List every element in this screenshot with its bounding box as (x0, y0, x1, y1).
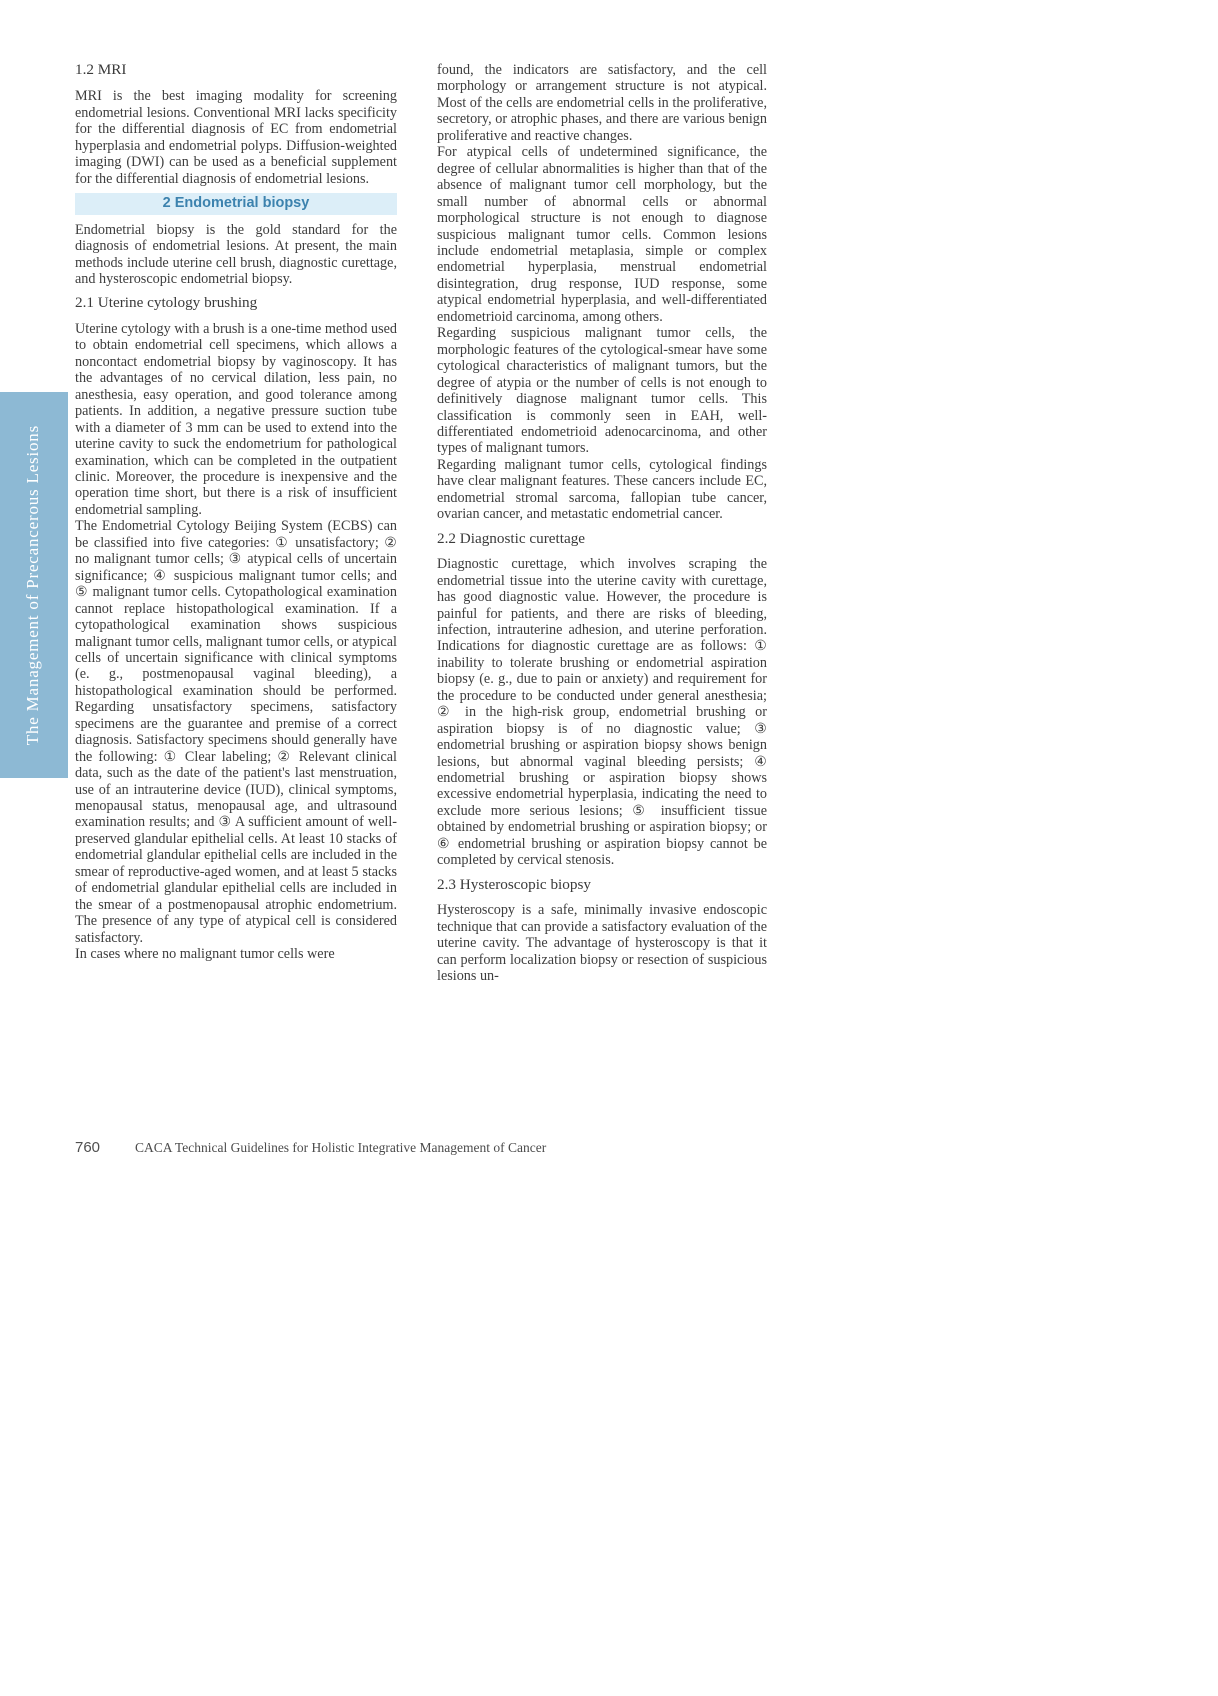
footer-title: CACA Technical Guidelines for Holistic Integrative Management of Cancer (135, 1140, 547, 1155)
para-hysteroscopy: Hysteroscopy is a safe, minimally invasive endoscopic technique that can provide a satisfactory evaluation of the uterine cavity. The advantage of hysteroscopy is that it can perform localization biopsy or resection of suspicious lesions un- (437, 902, 767, 985)
heading-1-2-mri: 1.2 MRI (75, 61, 127, 78)
page-footer (75, 1139, 546, 1157)
right-column (437, 62, 767, 984)
section-2-heading-band: 2 Endometrial biopsy (75, 193, 397, 214)
page-number: 760 (75, 1139, 101, 1156)
para-atypical-cells: For atypical cells of undetermined significance, the degree of cellular abnormalities is higher than that of the absence of malignant tumor cell morphology, but the small number of abnormal cells or abnormal morphological structure is not enough to diagnose suspicious malignant tumor cells. Common lesions include endometrial metaplasia, simple or complex endometrial hyperplasia, menstrual endometrial disintegration, drug response, IUD response, some atypical endometrial hyperplasia, and well-differentiated endometrioid carcinoma, among others. (437, 144, 767, 325)
chapter-sidebar-tab (0, 392, 68, 778)
heading-2-1-uterine-cytology: 2.1 Uterine cytology brushing (75, 294, 258, 312)
para-malignant-tumor-cells: Regarding malignant tumor cells, cytological findings have clear malignant features. These cancers include EC, endometrial stromal sarcoma, fallopian tube cancer, ovarian cancer, and metastatic endometrial cancer. (437, 456, 767, 523)
heading-2-3-hysteroscopic-biopsy: 2.3 Hysteroscopic biopsy (437, 875, 591, 893)
para-uterine-brushing: Uterine cytology with a brush is a one-time method used to obtain endometrial cell specimens, which allows a noncontact endometrial biopsy by vaginoscopy. It has the advantages of no cervical dilation, less pain, no anesthesia, easy operation, and good tolerance among patients. In addition, a negative pressure suction tube with a diameter of 3 mm can be used to extend into the uterine cavity to suck the endometrium for pathological examination, which can be completed in the outpatient clinic. Moreover, the procedure is inexpensive and the operation time short, but there is a risk of insufficient endometrial sampling. (75, 320, 397, 518)
para-ecbs-classification: The Endometrial Cytology Beijing System (ECBS) can be classified into five categories: ① unsatisfactory; ② no malignant tumor cells; ③ atypical cells of uncertain significance; ④ suspicious malignant tumor cells; and ⑤ malignant tumor cells. Cytopathological examination cannot replace histopathological examination. If a cytopathological examination shows suspicious malignant tumor cells, malignant tumor cells, or atypical cells of uncertain significance with clinical symptoms (e. g., postmenopausal vaginal bleeding), a histopathological examination should be performed. Regarding unsatisfactory specimens, satisfactory specimens are the guarantee and premise of a correct diagnosis. Satisfactory specimens should generally have the following: ① Clear labeling; ② Relevant clinical data, such as the date of the patient's last menstruation, use of an intrauterine device (IUD), clinical symptoms, menopausal status, menopausal age, and ultrasound examination results; and ③ A sufficient amount of well-preserved glandular epithelial cells. At least 10 stacks of endometrial glandular epithelial cells are included in the smear of reproductive-aged women, and at least 5 stacks of endometrial glandular epithelial cells are included in the smear of a postmenopausal atrophic endometrium. The presence of any type of atypical cell is considered satisfactory. (75, 518, 397, 946)
para-suspicious-malignant: Regarding suspicious malignant tumor cells, the morphologic features of the cytological-smear have some cytological characteristics of malignant tumors, but the degree of atypia or the number of cells is not enough to definitively diagnose malignant tumor cells. This classification is commonly seen in EAH, well-differentiated endometrioid adenocarcinoma, and other types of malignant tumors. (437, 325, 767, 457)
left-column (75, 62, 397, 963)
para-diagnostic-curettage: Diagnostic curettage, which involves scraping the endometrial tissue into the uterine cavity with curettage, has good diagnostic value. However, the procedure is painful for patients, and there are risks of bleeding, infection, intrauterine adhesion, and uterine perforation. Indications for diagnostic curettage are as follows: ① inability to tolerate brushing or endometrial aspiration biopsy (e. g., due to pain or anxiety) and requirement for the procedure to be conducted under general anesthesia; ② in the high-risk group, endometrial brushing or aspiration biopsy is of no diagnostic value; ③ endometrial brushing or aspiration biopsy shows benign lesions, but abnormal vaginal bleeding persists; ④ endometrial brushing or aspiration biopsy shows excessive endometrial hyperplasia, indicating the need to exclude more serious lesions; ⑤ insufficient tissue obtained by endometrial brushing or aspiration biopsy; or ⑥ endometrial brushing or aspiration biopsy cannot be completed by cervical stenosis. (437, 556, 767, 869)
para-mri: MRI is the best imaging modality for screening endometrial lesions. Conventional MRI lacks specificity for the differential diagnosis of EC from endometrial hyperplasia and endometrial polyps. Diffusion-weighted imaging (DWI) can be used as a beneficial supplement for the differential diagnosis of endometrial lesions. (75, 88, 397, 187)
para-continuation-line: In cases where no malignant tumor cells were (75, 946, 335, 963)
para-found-indicators: found, the indicators are satisfactory, and the cell morphology or arrangement structure is not atypical. Most of the cells are endometrial cells in the proliferative, secretory, or atrophic phases, and there are various benign proliferative and reactive changes. (437, 62, 767, 144)
para-biopsy-intro: Endometrial biopsy is the gold standard for the diagnosis of endometrial lesions. At present, the main methods include uterine cell brush, diagnostic curettage, and hysteroscopic endometrial biopsy. (75, 221, 397, 287)
chapter-title-vertical: The Management of Precancerous Lesions (22, 424, 42, 746)
heading-2-2-diagnostic-curettage: 2.2 Diagnostic curettage (437, 529, 586, 547)
